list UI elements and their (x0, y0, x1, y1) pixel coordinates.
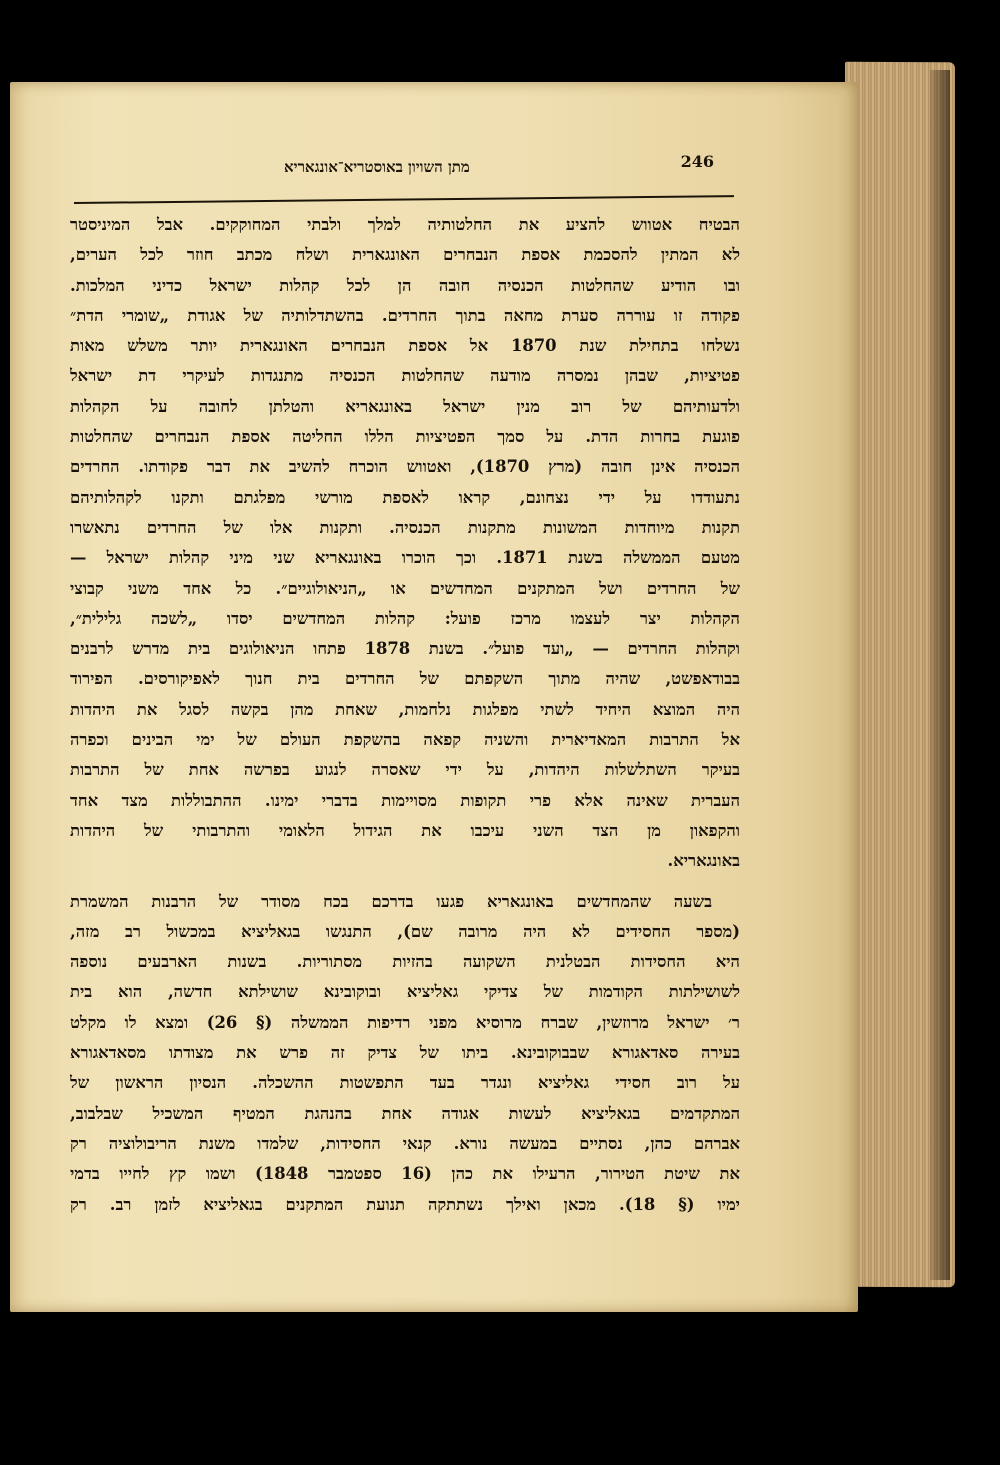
text-line: של החרדים ושל המתקנים המחדשים או „הניאולוגיים״. כל אחד משני קבוצי (70, 578, 740, 598)
text-line: בשעה שהמחדשים באונגאריא פגעו בדרכם בכח מסודר של הרבנות המשמרת (70, 891, 712, 911)
text-line: היה המוצא היחיד לשתי מפלגות נלחמות, שאחת מהן בקשה לסגל את היהדות (70, 699, 740, 719)
text-line: אברהם כהן, נסתיים במעשה נורא. קנאי החסידות, שלמדו משנת הריבולוציה רק (70, 1133, 740, 1153)
book-page (10, 82, 858, 1312)
text-line: הקהלות יצר לעצמו מרכז פועל: קהלות המחדשים יסדו „לשכה גלילית״, (70, 608, 740, 628)
text-line: בעירה סאדאגורא שבבוקובינא. ביתו של צדיק זה פרש את מצודתו מסאדאגורא (70, 1043, 740, 1063)
page-header (74, 150, 714, 190)
text-line: המתקדמים בגאליציא לעשות אגודה אחת בהנהגת המטיף המשכיל שבלבוב, (70, 1103, 740, 1123)
text-line: נשלחו בתחילת שנת 1870 אל אספת הנבחרים האונגארית יותר משלש מאות (70, 336, 740, 356)
text-line: והקפאון מן הצד השני עיכבו את הגידול הלאומי והתרבותי של היהדות (70, 820, 740, 840)
text-line: אל התרבות המאדיארית והשניה קפאה בהשקפת העולם של ימי הבינים וכפרה (70, 730, 740, 750)
body-text (70, 210, 740, 1220)
text-line: ולדעותיהם של רוב מנין ישראל באונגאריא והטלתן לחובה על הקהלות (70, 396, 740, 416)
page-number: 246 (680, 152, 714, 171)
text-line: בבודאפשט, שהיה מתוך השקפתם של החרדים בית חנוך לאפיקורסים. הפירוד (70, 669, 740, 689)
text-line: מטעם הממשלה בשנת 1871. וכך הוכרו באונגאריא שני מיני קהלות ישראל — (70, 548, 740, 568)
text-line: הכנסיה אינן חובה (מרץ 1870), ואטווש הוכרח להשיב את דבר פקודתו. החרדים (70, 457, 740, 477)
text-line: הבטיח אטווש להציע את החלטותיה למלך ולבתי המחוקקים. אבל המיניסטר (70, 215, 740, 234)
text-line: פקודה זו עוררה סערת מחאה בתוך החרדים. בהשתדלותיה של אגודת „שומרי הדת״ (70, 305, 740, 325)
text-line: לשושילתות הקודמות של צדיקי גאליציא ובוקובינא שושילתא חדשה, הוא בית (70, 982, 740, 1002)
text-line: וקהלות החרדים — „ועד פועל״. בשנת 1878 פתחו הניאולוגים בית מדרש לרבנים (70, 639, 740, 659)
text-line: פטיציות, שבהן נמסרה מודעה שהחלטות הכנסיה מתנגדות לעיקרי דת ישראל (70, 366, 740, 386)
text-line: פוגעת בחרות הדת. על סמך הפטיציות הללו החליטה אספת הנבחרים שהחלטות (70, 427, 740, 447)
text-line: נתעודדו על ידי נצחונם, קראו לאספת מורשי מפלגתם ותקנו לקהלותיהם (70, 487, 740, 507)
text-line: לא המתין להסכמת אספת הנבחרים האונגארית ושלח מכתב חוזר לכל הערים, (70, 245, 740, 265)
text-line: בעיקר השתלשלות היהדות, על ידי שאסרה לנגוע בפרשה אחת של התרבות (70, 760, 740, 780)
paragraph-2 (70, 887, 740, 1220)
text-line: את שיטת הטירור, הרעילו את כהן (16 ספטמבר 1848) ושמו קץ לחייו בדמי (70, 1164, 740, 1184)
text-line: ר׳ ישראל מרוזשין, שברח מרוסיא מפני רדיפות הממשלה (§ 26) ומצא לו מקלט (70, 1012, 740, 1032)
page-edges-shadow (930, 70, 950, 1280)
header-rule (74, 195, 734, 204)
running-head: מתן השויון באוסטריא־אונגאריא (284, 158, 470, 176)
text-line: היא החסידות הבטלנית השקועה בהזיות מסתוריות. בשנות הארבעים נוספה (70, 952, 740, 972)
text-line: באונגאריא. (667, 851, 740, 871)
text-line: ימיו (§ 18). מכאן ואילך נשתתקה תנועת המתקנים בגאליציא לזמן רב. רק (70, 1194, 740, 1214)
text-line: תקנות מיוחדות המשונות מתקנות הכנסיה. ותקנות אלו של החרדים נתאשרו (70, 517, 740, 537)
text-line: (מספר החסידים לא היה מרובה שם), התנגשו בגאליציא במכשול רב מזה, (70, 921, 740, 941)
paragraph-1 (70, 210, 740, 877)
text-line: על רוב חסידי גאליציא ונגדר בעד התפשטות ההשכלה. הנסיון הראשון של (70, 1073, 740, 1093)
paragraph-gap (70, 877, 740, 887)
text-line: ובו הודיע שהחלטות הכנסיה חובה הן לכל קהלות ישראל כדיני המלכות. (70, 275, 740, 295)
text-line: העברית שאינה אלא פרי תקופות מסויימות בדברי ימינו. ההתבוללות מצד אחד (70, 790, 740, 810)
